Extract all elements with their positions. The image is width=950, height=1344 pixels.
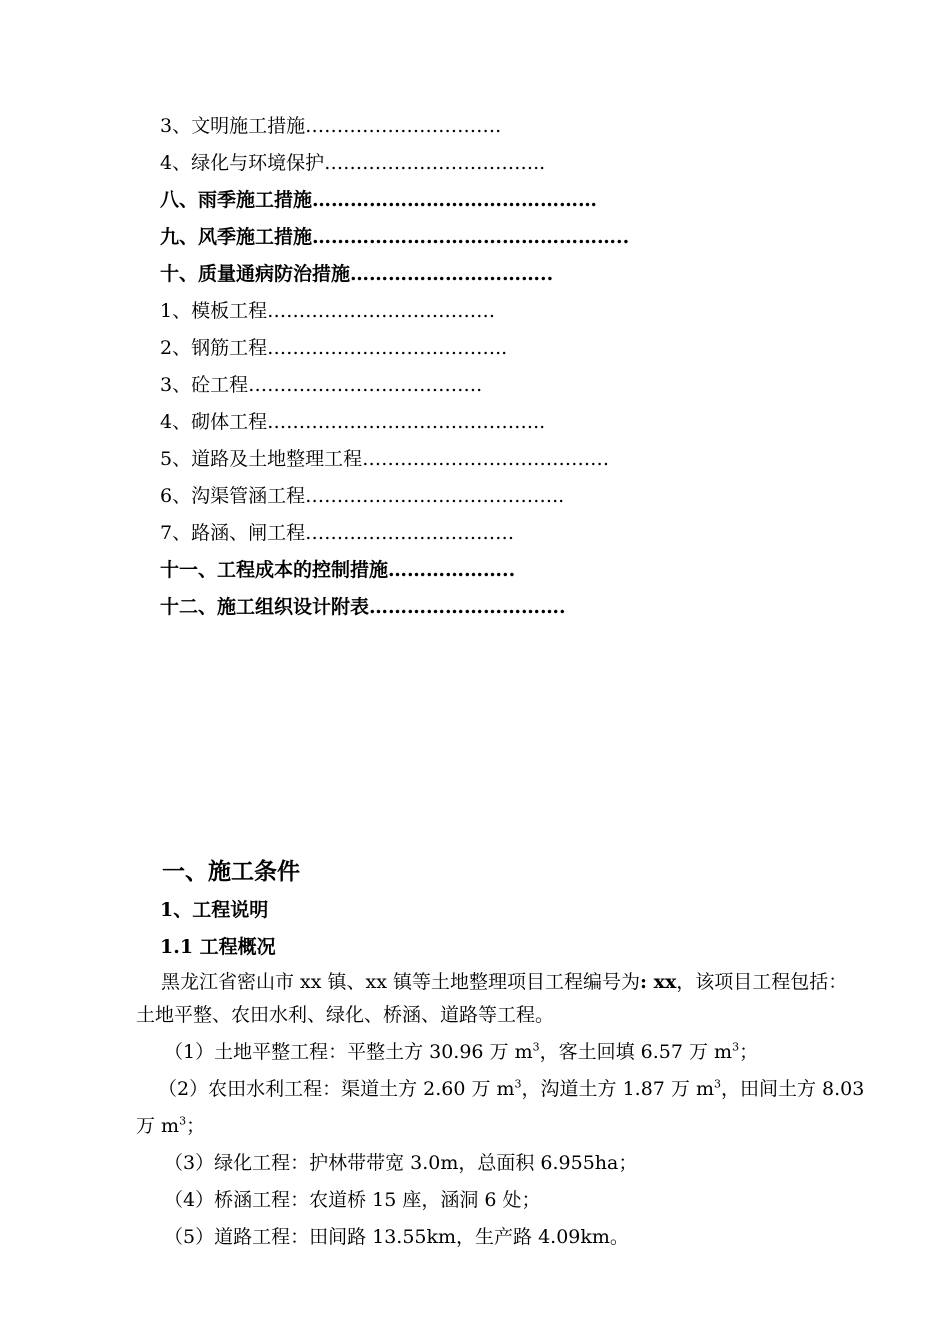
section-heading: 一、施工条件 — [162, 858, 300, 885]
superscript: 3 — [179, 1114, 187, 1128]
toc-entry: 3、砼工程………………………………. — [160, 374, 483, 396]
toc-entry: 十二、施工组织设计附表…………………………. — [160, 596, 566, 618]
table-of-contents — [160, 108, 880, 626]
superscript: 3 — [713, 1077, 721, 1091]
list-item — [136, 1071, 866, 1145]
superscript: 3 — [532, 1040, 540, 1054]
toc-entry: 十一、工程成本的控制措施……………….. — [160, 559, 516, 581]
toc-entry: 4、绿化与环境保护…………………………….. — [160, 152, 546, 174]
superscript: 3 — [514, 1077, 522, 1091]
subsection-heading: 1、工程说明 — [160, 899, 269, 921]
list-item — [136, 1034, 866, 1071]
toc-entry: 2、钢筋工程……………………………….. — [160, 337, 508, 359]
item-text: ； — [186, 1115, 206, 1137]
toc-entry: 八、雨季施工措施……………………………………… — [160, 189, 598, 211]
item-text: （1）土地平整工程：平整土方 30.96 万 m — [164, 1041, 533, 1063]
item-text: ，沟道土方 1.87 万 m — [521, 1078, 714, 1100]
toc-entry: 6、沟渠管涵工程………………………………….. — [160, 485, 565, 507]
toc-entry: 4、砌体工程…………………………………….. — [160, 411, 546, 433]
item-text: （2）农田水利工程：渠道土方 2.60 万 m — [158, 1078, 515, 1100]
toc-entry: 九、风季施工措施………………………………………….. — [160, 226, 630, 248]
item-text: ，田间土方 8.03 万 m — [136, 1078, 865, 1137]
item-text: ，客土回填 6.57 万 m — [539, 1041, 733, 1063]
overview-paragraph — [136, 966, 866, 1032]
subsection-heading: 1.1 工程概况 — [160, 936, 276, 958]
toc-entry: 十、质量通病防治措施………………………….. — [160, 263, 554, 285]
project-code: : xx — [639, 971, 677, 993]
toc-entry: 5、道路及土地整理工程………………………………… — [160, 448, 610, 470]
toc-entry: 7、路涵、闸工程…………………………… — [160, 522, 515, 544]
item-text: ； — [739, 1041, 759, 1063]
section-construction-conditions — [136, 852, 866, 1256]
list-item: （4）桥涵工程：农道桥 15 座，涵洞 6 处； — [164, 1189, 541, 1211]
toc-entry: 3、文明施工措施…………………………. — [160, 115, 502, 137]
list-item: （5）道路工程：田间路 13.55km，生产路 4.09km。 — [164, 1226, 629, 1248]
superscript: 3 — [732, 1040, 740, 1054]
overview-text: 黑龙江省密山市 xx 镇、xx 镇等土地整理项目工程编号为 — [161, 971, 640, 993]
overview-text: ，该项目工程包括：土地平整、农田水利、绿化、桥涵、道路等工程。 — [136, 971, 848, 1026]
list-item: （3）绿化工程：护林带带宽 3.0m，总面积 6.955ha； — [164, 1152, 638, 1174]
toc-entry: 1、模板工程……………………………… — [160, 300, 496, 322]
